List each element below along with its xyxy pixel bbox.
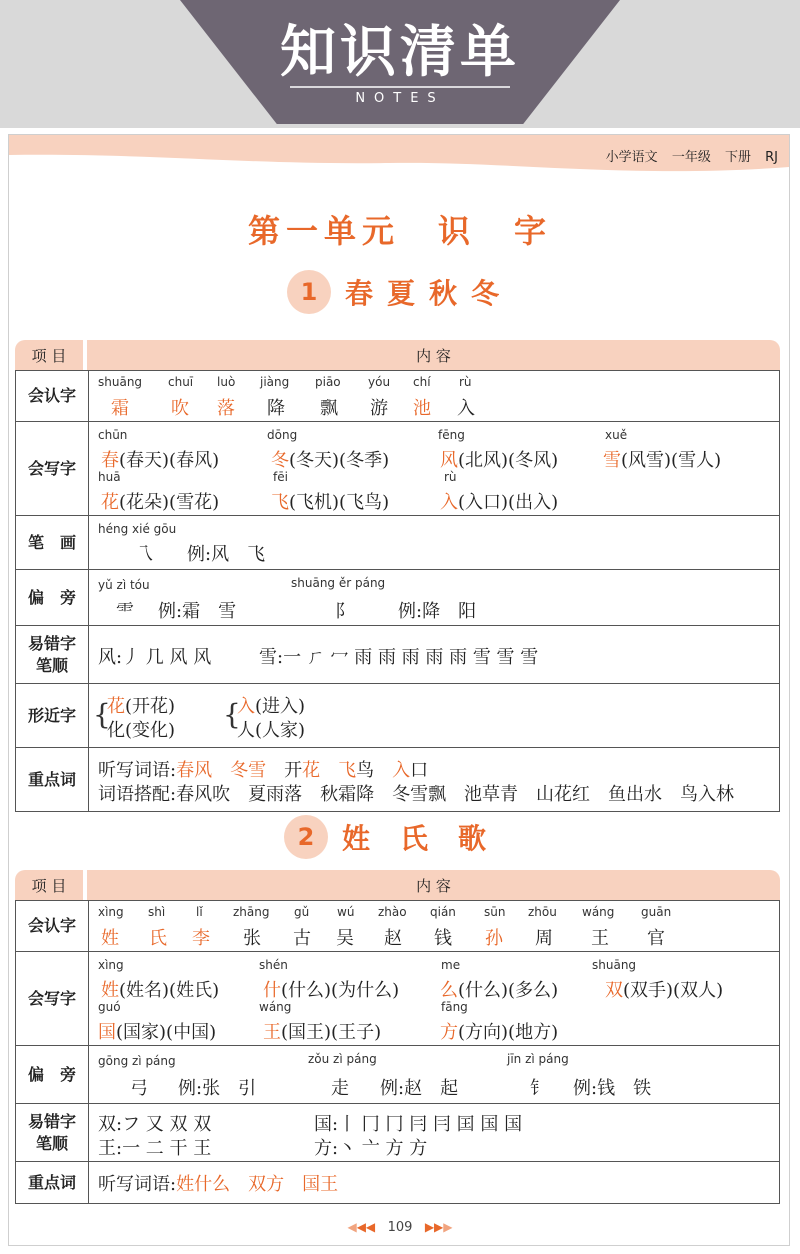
radical-glyph: 阝 [335,601,353,622]
banner-title: 知识清单 [280,20,520,85]
words: (风雪)(雪人) [621,450,722,471]
next-page-icon[interactable]: ▶ [443,1220,453,1234]
words: (姓名)(姓氏) [119,980,220,1001]
row-write [15,422,780,516]
lesson-number-badge: 2 [284,815,328,859]
char: 吴 [336,928,354,949]
collocation-line: 词语搭配:春风吹 夏雨落 秋霜降 冬雪飘 池草青 山花红 鱼出水 鸟入林 [98,784,735,805]
lesson-1-table [15,340,780,812]
word: (变化) [125,720,176,741]
header-item: 项 目 [15,340,83,370]
pinyin: luò [217,375,236,389]
prev-page-icon[interactable]: ◀ [347,1220,357,1234]
meta-subject: 小学语文 [605,150,658,165]
stroke-glyph: 乁 [135,544,153,565]
banner-subtitle: NOTES [355,91,445,106]
next-page-icon[interactable]: ▶▶ [424,1220,444,1234]
pinyin: wáng [259,1000,292,1014]
book-meta [606,146,778,165]
table-header [15,340,780,370]
banner-divider [290,86,510,88]
words: (飞机)(飞鸟) [289,492,390,513]
char: 周 [535,928,553,949]
row-label: 偏 旁 [16,570,89,625]
stroke-order: 双:フ 又 双 双 [98,1114,212,1135]
words: (春天)(春风) [119,450,220,471]
header-content: 内 容 [87,870,780,900]
pinyin: dōng [267,428,298,442]
dictation-word: 姓什么 [176,1174,231,1195]
dictation-word: 鸟 [356,760,375,781]
pinyin: xìng [98,958,124,972]
pinyin: huā [98,470,121,484]
dictation-word: 双方 [248,1174,285,1195]
radical-glyph: 走 [331,1078,349,1099]
row-label: 笔 画 [16,516,89,569]
dictation-line [98,1170,338,1196]
pinyin: rù [459,375,472,389]
meta-volume: 下册 [724,150,751,165]
pinyin: shì [148,905,166,919]
row-label: 形近字 [16,684,89,747]
pinyin: chuī [168,375,194,389]
radical-glyph: 钅 [530,1078,548,1099]
char: 李 [192,928,210,949]
words: (冬天)(冬季) [289,450,390,471]
row-label: 重点词 [16,1162,89,1203]
word: (人家) [255,720,306,741]
char: 池 [413,398,431,419]
lesson-title: 姓氏歌 [341,822,516,855]
dictation-word: 飞 [338,760,357,781]
pagination [0,1220,800,1235]
char: 张 [243,928,261,949]
dictation-word: 入 [392,760,411,781]
header-content: 内 容 [87,340,780,370]
words: (北风)(冬风) [458,450,559,471]
lesson-2-table [15,870,780,1204]
stroke-order: 雪:一 ㄏ 冖 雨 雨 雨 雨 雨 雪 雪 雪 [259,647,539,668]
pinyin: jiàng [260,375,290,389]
char: 国 [98,1022,116,1043]
row-label [16,1104,89,1161]
row-key-words [15,1162,780,1204]
dictation-word: 国王 [302,1174,339,1195]
pinyin: wú [337,905,355,919]
char: 花 [101,492,119,513]
row-label: 会认字 [16,371,89,421]
char: 降 [267,398,285,419]
char: 氏 [149,928,167,949]
pinyin: gǔ [294,905,310,919]
row-stroke-order [15,1104,780,1162]
pinyin: yǔ zì tóu [98,578,150,592]
example: 例:钱 铁 [573,1078,652,1099]
char: 姓 [101,980,119,1001]
pinyin: zhōu [528,905,557,919]
pinyin: rù [444,470,457,484]
lesson-1-heading [0,270,800,316]
char: 霜 [111,398,129,419]
pinyin: jīn zì páng [507,1052,569,1066]
pinyin: lǐ [196,905,203,919]
char: 赵 [384,928,402,949]
dictation-line [98,756,428,782]
char: 双 [605,980,623,1001]
char: 花 [107,696,125,717]
stroke-order: 风:丿 几 风 风 [98,647,212,668]
words: (国家)(中国) [116,1022,217,1043]
pinyin: wáng [582,905,615,919]
row-label-line: 笔顺 [35,1133,68,1153]
words: (国王)(王子) [281,1022,382,1043]
row-stroke [15,516,780,570]
row-label: 重点词 [16,748,89,811]
pinyin: zǒu zì páng [308,1052,377,1066]
char: 人 [237,720,255,741]
pinyin: fēng [438,428,465,442]
example: 例:降 阳 [398,601,477,622]
lesson-2-heading [0,815,800,861]
char: 飞 [271,492,289,513]
pinyin: chūn [98,428,128,442]
pinyin: xìng [98,905,124,919]
unit-title: 第一单元 识 字 [247,212,552,250]
pinyin: me [441,958,461,972]
pinyin: qián [430,905,456,919]
radical-glyph: 弓 [130,1078,148,1099]
dictation-word: 开 [284,760,303,781]
pinyin: gōng zì páng [98,1054,176,1068]
row-label-line: 易错字 [27,633,76,653]
char: 官 [647,928,665,949]
dictation-label: 听写词语: [98,1174,177,1195]
pinyin: fāng [441,1000,468,1014]
stroke-order: 国:丨 冂 冂 冃 冃 囯 国 国 [314,1114,523,1135]
char: 孙 [485,928,503,949]
pinyin: shuāng [98,375,143,389]
row-key-words [15,748,780,812]
row-label: 会认字 [16,901,89,951]
words: (花朵)(雪花) [119,492,220,513]
char: 古 [293,928,311,949]
row-label: 偏 旁 [16,1046,89,1103]
row-similar [15,684,780,748]
char: 冬 [271,450,289,471]
pinyin: zhāng [233,905,270,919]
word: (进入) [255,696,306,717]
row-radical [15,570,780,626]
char: 落 [217,398,235,419]
char: 游 [370,398,388,419]
example: 例:赵 起 [380,1078,459,1099]
words: (方向)(地方) [458,1022,559,1043]
char: 雪 [603,450,621,471]
char: 什 [263,980,281,1001]
pinyin: xuě [605,428,628,442]
prev-page-icon[interactable]: ◀◀ [356,1220,376,1234]
row-radical [15,1046,780,1104]
words: (什么)(为什么) [281,980,400,1001]
word: (开花) [125,696,176,717]
radical-glyph: ⻗ [116,601,134,622]
example: 例:张 引 [178,1078,257,1099]
dictation-word: 冬雪 [230,760,267,781]
row-label [16,626,89,683]
meta-grade: 一年级 [671,150,711,165]
example: 例:霜 雪 [158,601,237,622]
row-write [15,952,780,1046]
row-label: 会写字 [16,952,89,1045]
row-recognize [15,900,780,952]
words: (双手)(双人) [623,980,724,1001]
stroke-order: 方:丶 亠 方 方 [314,1138,428,1159]
row-label: 会写字 [16,422,89,515]
pinyin: héng xié gōu [98,522,177,536]
pinyin: guó [98,1000,121,1014]
table-header [15,870,780,900]
brace-icon: { [93,698,111,731]
char: 王 [263,1022,281,1043]
pinyin: shén [259,958,288,972]
pinyin: chí [413,375,431,389]
row-label-line: 易错字 [27,1111,76,1131]
char: 风 [440,450,458,471]
brace-icon: { [223,698,241,731]
lesson-title: 春夏秋冬 [344,277,513,310]
lesson-number-badge: 1 [287,270,331,314]
char: 飘 [320,398,338,419]
pinyin: shuāng [592,958,637,972]
meta-edition: RJ [765,150,778,165]
char: 入 [440,492,458,513]
dictation-label: 听写词语: [98,760,177,781]
char: 方 [440,1022,458,1043]
pinyin: sūn [484,905,506,919]
char: 吹 [171,398,189,419]
row-stroke-order [15,626,780,684]
pinyin: shuāng ěr páng [291,576,386,590]
page-number: 109 [387,1220,413,1235]
char: 入 [237,696,255,717]
char: 春 [101,450,119,471]
char: 姓 [101,928,119,949]
words: (入口)(出入) [458,492,559,513]
pinyin: fēi [273,470,288,484]
pinyin: yóu [368,375,391,389]
row-recognize [15,370,780,422]
pinyin: guān [641,905,672,919]
dictation-word: 口 [410,760,429,781]
char: 入 [457,398,475,419]
dictation-word: 春风 [176,760,213,781]
char: 钱 [434,928,452,949]
stroke-order: 王:一 二 干 王 [98,1138,212,1159]
dictation-word: 花 [302,760,321,781]
row-label-line: 笔顺 [35,655,68,675]
char: 化 [107,720,125,741]
pinyin: zhào [378,905,407,919]
char: 么 [440,980,458,1001]
header-item: 项 目 [15,870,83,900]
example: 例:风 飞 [187,544,266,565]
char: 王 [591,928,609,949]
words: (什么)(多么) [458,980,559,1001]
pinyin: piāo [315,375,341,389]
